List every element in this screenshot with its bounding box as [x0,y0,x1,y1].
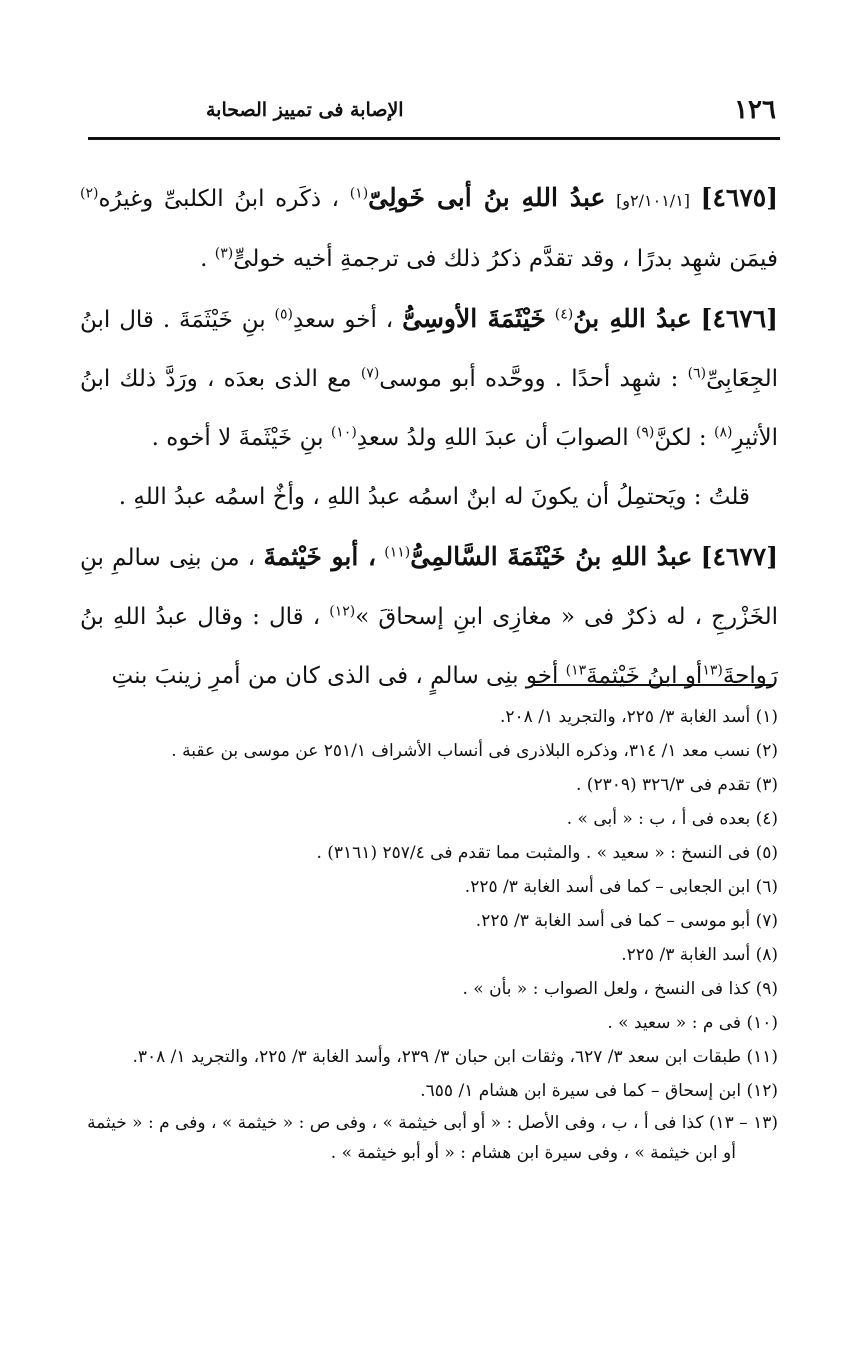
entry-text: : شهِد أحدًا . ووحَّده أبو موسى [379,366,679,392]
entry-kunya: ، أبو خَيْثمةَ [263,542,377,571]
entry-4677 [80,527,778,706]
entry-number: [٤٦٧٦] [700,304,779,333]
entry-text: ، ذكَره ابنُ الكلبىِّ وغيرُه [98,186,340,212]
footnote: (٨) أسد الغابة ٣/ ٢٢٥. [621,945,778,965]
running-title: الإصابة فى تمييز الصحابة [206,99,404,121]
page-number: ١٢٦ [734,95,776,125]
editor-comment: قلتُ : ويَحتمِلُ أن يكونَ له ابنٌ اسمُه عبدُ اللهِ ، وأخٌ اسمُه عبدُ اللهِ . [118,484,750,510]
entry-text: أخو بنِى سالمٍ ، فى الذى كان من أمرِ زينبَ بنتِ [111,663,559,689]
note-marker: (٥) [274,306,293,323]
note-marker: (١) [349,185,369,202]
footnote: (٤) بعده فى أ ، ب : « أبى » . [566,809,778,829]
entry-text: مع الذى بعدَه ، ورَدَّ ذلك ابنُ الأثيرِ [80,366,778,451]
note-marker: (٢) [80,185,99,202]
footnote: (٣) تقدم فى ٣٢٦/٣ (٢٣٠٩) . [576,775,778,795]
note-marker: (٩) [635,424,655,441]
manuscript-ref: [٢/١٠١/١و] [616,191,691,210]
footnote: (٦) ابن الجعابى – كما فى أسد الغابة ٣/ ٢٢٥. [464,877,778,897]
entry-text: فيمَن شهِد بدرًا ، وقد تقدَّم ذكرُ ذلك فى ترجمةِ أخيه خولىٍّ [233,246,778,272]
page-header [88,88,780,132]
footnote: (١٠) فى م : « سعيد » . [607,1013,778,1033]
entry-text: . [200,246,208,272]
footnote: (١١) طبقات ابن سعد ٣/ ٦٢٧، وثقات ابن حبان ٣/ ٢٣٩، وأسد الغابة ٣/ ٢٢٥، والتجريد ١/ ٣٠٨. [132,1047,778,1067]
note-marker: (١١) [384,544,411,561]
entry-text: بنِ خَيْثَمَةَ . قال ابنُ الجِعَابِىِّ [80,307,778,392]
footnote: (٥) فى النسخ : « سعيد » . والمثبت مما تقدم فى ٢٥٧/٤ (٣١٦١) . [316,843,778,863]
entry-text: ، أخو سعدِ [293,307,394,333]
note-marker: (١٢) [329,603,356,620]
entry-text: : لكنَّ [654,425,707,451]
note-marker: (٧) [360,365,380,382]
entry-text: بنِ خَيْثَمةَ لا أخوه . [151,425,324,451]
entry-text: ، قال : وقال عبدُ اللهِ بنُ رَواحةَ [80,604,778,689]
note-marker: (١٠) [330,424,357,441]
entry-number: [٤٦٧٧] [700,542,779,571]
header-rule [88,137,780,140]
footnote: (١) أسد الغابة ٣/ ٢٢٥، والتجريد ١/ ٢٠٨. [500,707,778,727]
entry-name: عبدُ اللهِ بنُ أبى خَولِىّ [368,183,606,212]
footnote: (٧) أبو موسى – كما فى أسد الغابة ٣/ ٢٢٥. [475,911,778,931]
entry-number: [٤٦٧٥] [700,183,779,212]
entry-name: عبدُ اللهِ بنُ خَيْثَمَةَ السَّالمِىُّ [410,542,693,571]
entry-text: أو ابنُ خَيْثمةَ [586,663,703,689]
entry-text: ، من بنِى سالمِ بنِ الخَزْرجِ ، له ذكرٌ فى « مغازِى ابنِ إسحاقَ » [80,545,779,630]
footnote-rule [534,684,774,686]
note-marker: (٨) [713,424,733,441]
entry-name: عبدُ اللهِ بنُ [573,304,692,333]
note-marker: (٣) [214,245,234,262]
note-marker: (٤) [554,306,574,323]
note-marker: ١٣) [565,662,587,679]
footnote: (١٣ – ١٣) كذا فى أ ، ب ، وفى الأصل : « أو أبى خيثمة » ، وفى ص : « خيثمة » ، وفى م : « خيثمة أو ابن خيثمة » ، وفى سيرة ابن هشام : « أو أبو خيثمة » . [87,1113,778,1163]
footnote: (١٢) ابن إسحاق – كما فى سيرة ابن هشام ١/ ٦٥٥. [420,1081,778,1101]
entry-name: خَيْثَمَةَ الأوسِىُّ [402,304,546,333]
main-text [80,168,778,706]
entry-text: الصوابَ أن عبدَ اللهِ ولدُ سعدِ [356,425,629,451]
note-marker: (٦) [687,365,707,382]
footnote: (٩) كذا فى النسخ ، ولعل الصواب : « بأن » . [462,979,778,999]
footnote: (٢) نسب معد ١/ ٣١٤، وذكره البلاذرى فى أنساب الأشراف ٢٥١/١ عن موسى بن عقبة . [171,741,778,761]
entry-4676 [80,289,778,468]
note-marker: (١٣ [702,662,723,679]
entry-4675 [80,168,778,289]
footnotes [84,700,778,1168]
